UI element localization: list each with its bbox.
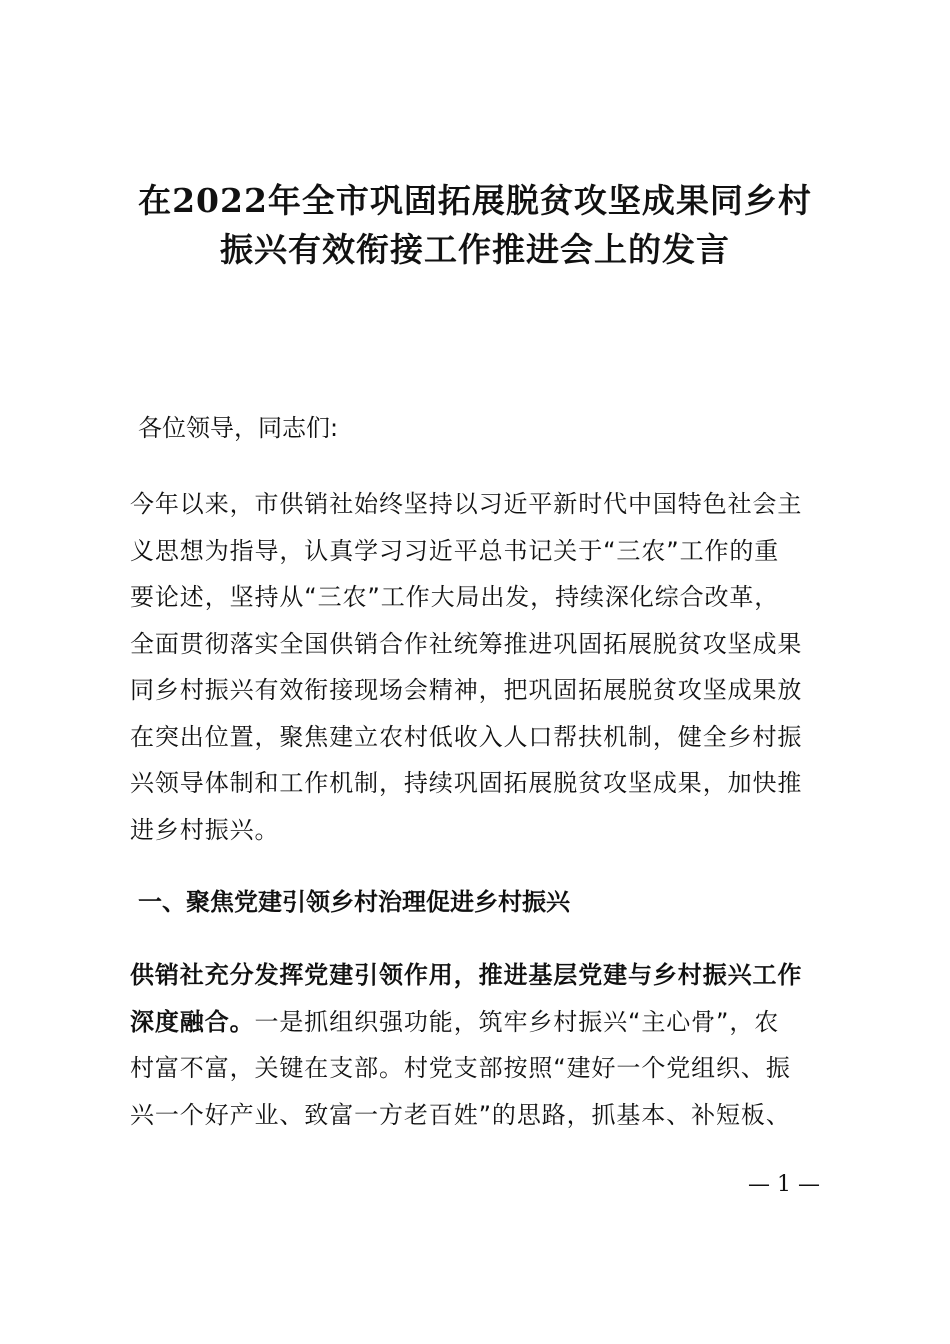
text-line: 同乡村振兴有效衔接现场会精神，把巩固拓展脱贫攻坚成果放 bbox=[130, 676, 803, 704]
text-line: 今年以来，市供销社始终坚持以习近平新时代中国特色社会主 bbox=[130, 490, 803, 518]
text-line: 村富不富，关键在支部。村党支部按照“建好一个党组织、振 bbox=[130, 1054, 791, 1082]
text-line: 义思想为指导，认真学习习近平总书记关于“三农”工作的重 bbox=[130, 536, 780, 565]
salutation: 各位领导，同志们: bbox=[138, 414, 339, 442]
document-title bbox=[120, 176, 830, 274]
section-1-paragraph bbox=[130, 952, 840, 1138]
text-line: 兴领导体制和工作机制，持续巩固拓展脱贫攻坚成果，加快推 bbox=[130, 769, 803, 797]
text-line: 要论述，坚持从“三农”工作大局出发，持续深化综合改革， bbox=[130, 583, 780, 611]
title-line-2: 振兴有效衔接工作推进会上的发言 bbox=[220, 230, 730, 269]
text-line-mixed bbox=[130, 999, 840, 1046]
text-line: 进乡村振兴。 bbox=[130, 815, 280, 844]
page-number: — 1 — bbox=[748, 1172, 820, 1197]
bold-lead-text: 深度融合。 bbox=[130, 1007, 255, 1036]
section-heading-1: 一、聚焦党建引领乡村治理促进乡村振兴 bbox=[138, 888, 570, 916]
text-line: 全面贯彻落实全国供销合作社统筹推进巩固拓展脱贫攻坚成果 bbox=[130, 629, 803, 658]
text-line-bold: 供销社充分发挥党建引领作用，推进基层党建与乡村振兴工作 bbox=[130, 961, 803, 989]
text-line: 在突出位置，聚焦建立农村低收入人口帮扶机制，健全乡村振 bbox=[130, 722, 803, 751]
regular-text: 一是抓组织强功能，筑牢乡村振兴“主心骨”，农 bbox=[254, 1007, 780, 1036]
intro-paragraph bbox=[130, 481, 840, 853]
title-line-1: 在2022年全市巩固拓展脱贫攻坚成果同乡村 bbox=[138, 181, 812, 220]
text-line: 兴一个好产业、致富一方老百姓”的思路，抓基本、补短板、 bbox=[130, 1100, 791, 1129]
